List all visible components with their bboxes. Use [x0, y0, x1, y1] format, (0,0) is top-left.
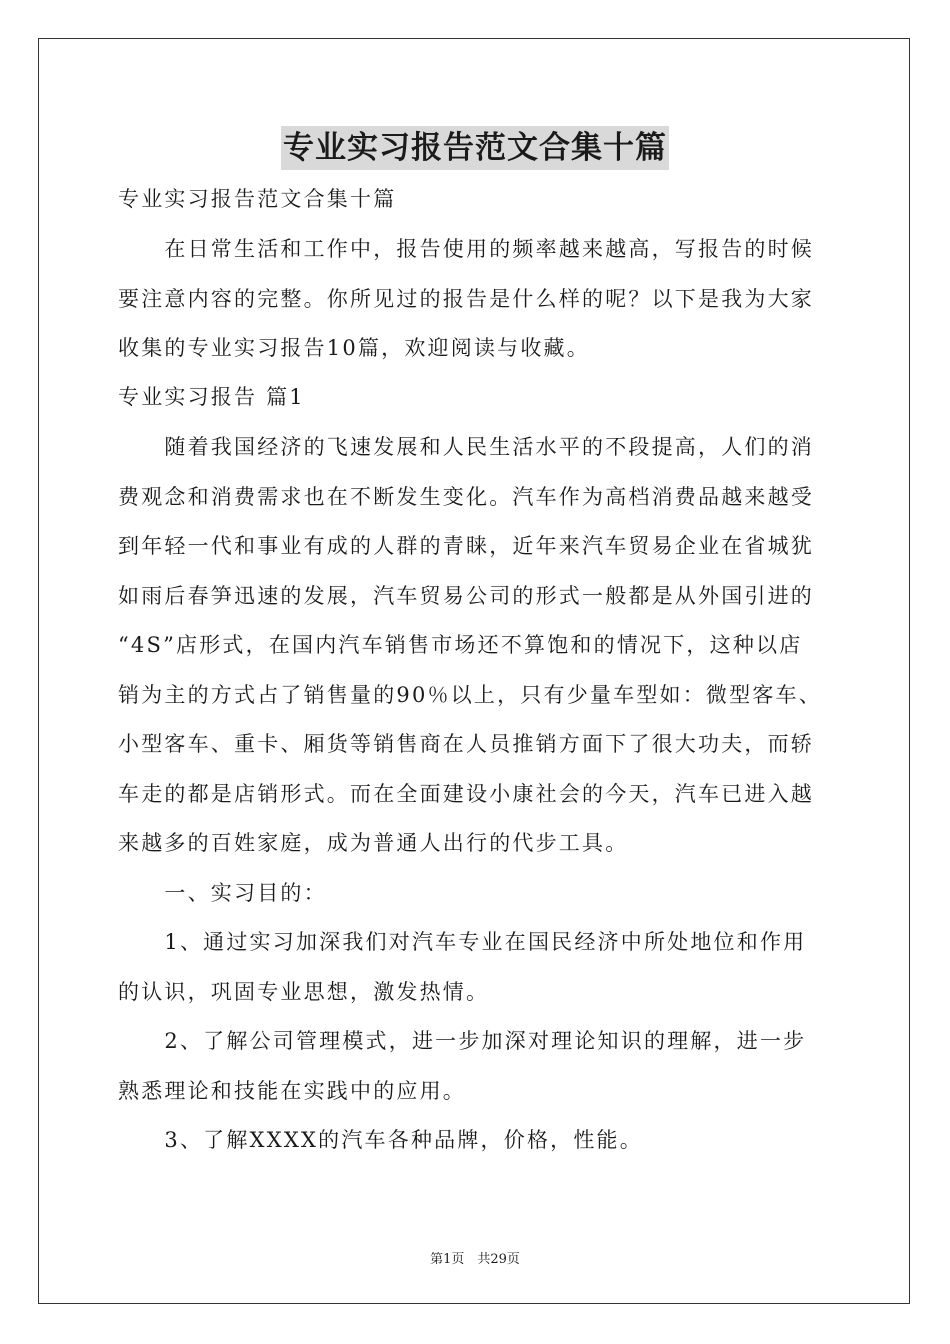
body-line: “4S”店形式，在国内汽车销售市场还不算饱和的情况下，这种以店 — [118, 633, 803, 657]
body-line: 1、通过实习加深我们对汽车专业在国民经济中所处地位和作用 — [118, 930, 807, 954]
body-line: 一、实习目的： — [118, 880, 327, 905]
section-heading: 专业实习报告 篇1 — [118, 385, 305, 409]
body-text — [118, 423, 838, 1166]
document-subtitle: 专业实习报告范文合集十篇 — [118, 187, 397, 211]
body-line: 来越多的百姓家庭，成为普通人出行的代步工具。 — [118, 831, 629, 855]
body-line: 车走的都是店销形式。而在全面建设小康社会的今天，汽车已进入越 — [118, 781, 814, 806]
document-title: 专业实习报告范文合集十篇 — [281, 126, 669, 170]
body-line: 熟悉理论和技能在实践中的应用。 — [118, 1078, 466, 1103]
body-line: 小型客车、重卡、厢货等销售商在人员推销方面下了很大功夫，而轿 — [118, 732, 814, 756]
section-heading-block — [118, 373, 838, 423]
title-container — [0, 126, 950, 170]
body-line: 如雨后春笋迅速的发展，汽车贸易公司的形式一般都是从外国引进的 — [118, 583, 814, 608]
body-line: 2、了解公司管理模式，进一步加深对理论知识的理解，进一步 — [118, 1029, 807, 1053]
body-line: 费观念和消费需求也在不断发生变化。汽车作为高档消费品越来越受 — [118, 484, 814, 509]
body-line: 销为主的方式占了销售量的90％以上，只有少量车型如：微型客车、 — [118, 682, 822, 707]
page-footer — [0, 1248, 950, 1267]
body-line: 的认识，巩固专业思想，激发热情。 — [118, 979, 490, 1004]
intro-line: 在日常生活和工作中，报告使用的频率越来越高，写报告的时候 — [118, 237, 814, 261]
intro-paragraph — [118, 225, 838, 374]
subtitle-block — [118, 175, 838, 225]
page-number: 第1页 共29页 — [430, 1252, 520, 1267]
intro-line: 收集的专业实习报告10篇，欢迎阅读与收藏。 — [118, 336, 590, 360]
body-line: 随着我国经济的飞速发展和人民生活水平的不段提高，人们的消 — [118, 435, 814, 459]
body-line: 到年轻一代和事业有成的人群的青睐，近年来汽车贸易企业在省城犹 — [118, 534, 814, 558]
body-line: 3、了解XXXX的汽车各种品牌，价格，性能。 — [118, 1128, 643, 1152]
intro-line: 要注意内容的完整。你所见过的报告是什么样的呢？以下是我为大家 — [118, 286, 814, 311]
